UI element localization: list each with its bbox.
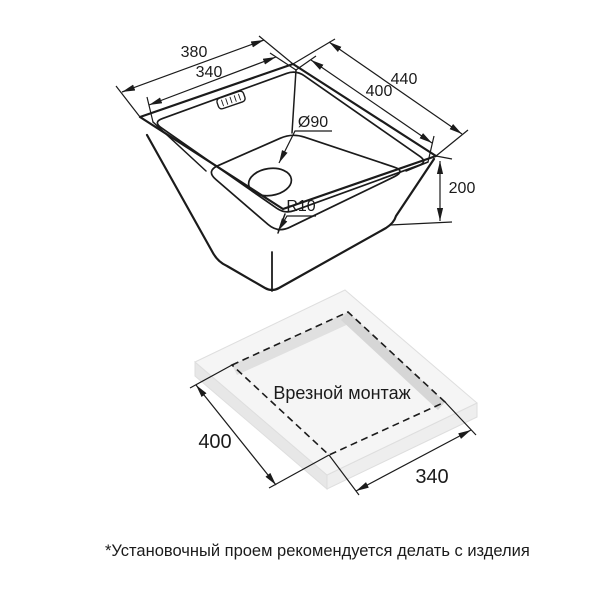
dim-label-corner-radius: R10	[286, 198, 316, 215]
ext-380-left	[116, 86, 140, 117]
dim-label-outer-depth: 440	[390, 71, 418, 88]
ext-200-top	[436, 156, 452, 159]
dim-label-height: 200	[448, 180, 476, 197]
dim-line-440	[329, 42, 462, 134]
dim-label-drain-diameter: Ø90	[297, 114, 329, 131]
ext-440-left	[293, 39, 335, 64]
ext-400-left	[296, 56, 316, 70]
ext-380-right	[259, 36, 293, 64]
isometric-sink-view	[116, 36, 475, 291]
bowl-back-corner-edge	[292, 70, 296, 133]
dim-label-outer-width: 380	[180, 44, 208, 61]
dimension-labels-top-view	[181, 44, 476, 215]
dim-label-cutout-depth: 400	[198, 431, 232, 453]
mounting-type-caption: Врезной монтаж	[273, 383, 411, 403]
installation-cutout-view	[190, 290, 477, 495]
ext-440-right	[436, 130, 468, 156]
dim-label-cutout-width: 340	[415, 466, 449, 488]
ext-200-bottom	[390, 222, 452, 225]
bowl-left-corner-edge	[153, 122, 206, 171]
dim-label-bowl-depth: 400	[365, 83, 393, 100]
drain-hole	[247, 166, 293, 199]
dim-label-bowl-width: 340	[195, 64, 223, 81]
installation-footnote: *Установочный проем рекомендуется делать с изделия	[105, 542, 530, 560]
ext-340-left	[147, 97, 153, 122]
